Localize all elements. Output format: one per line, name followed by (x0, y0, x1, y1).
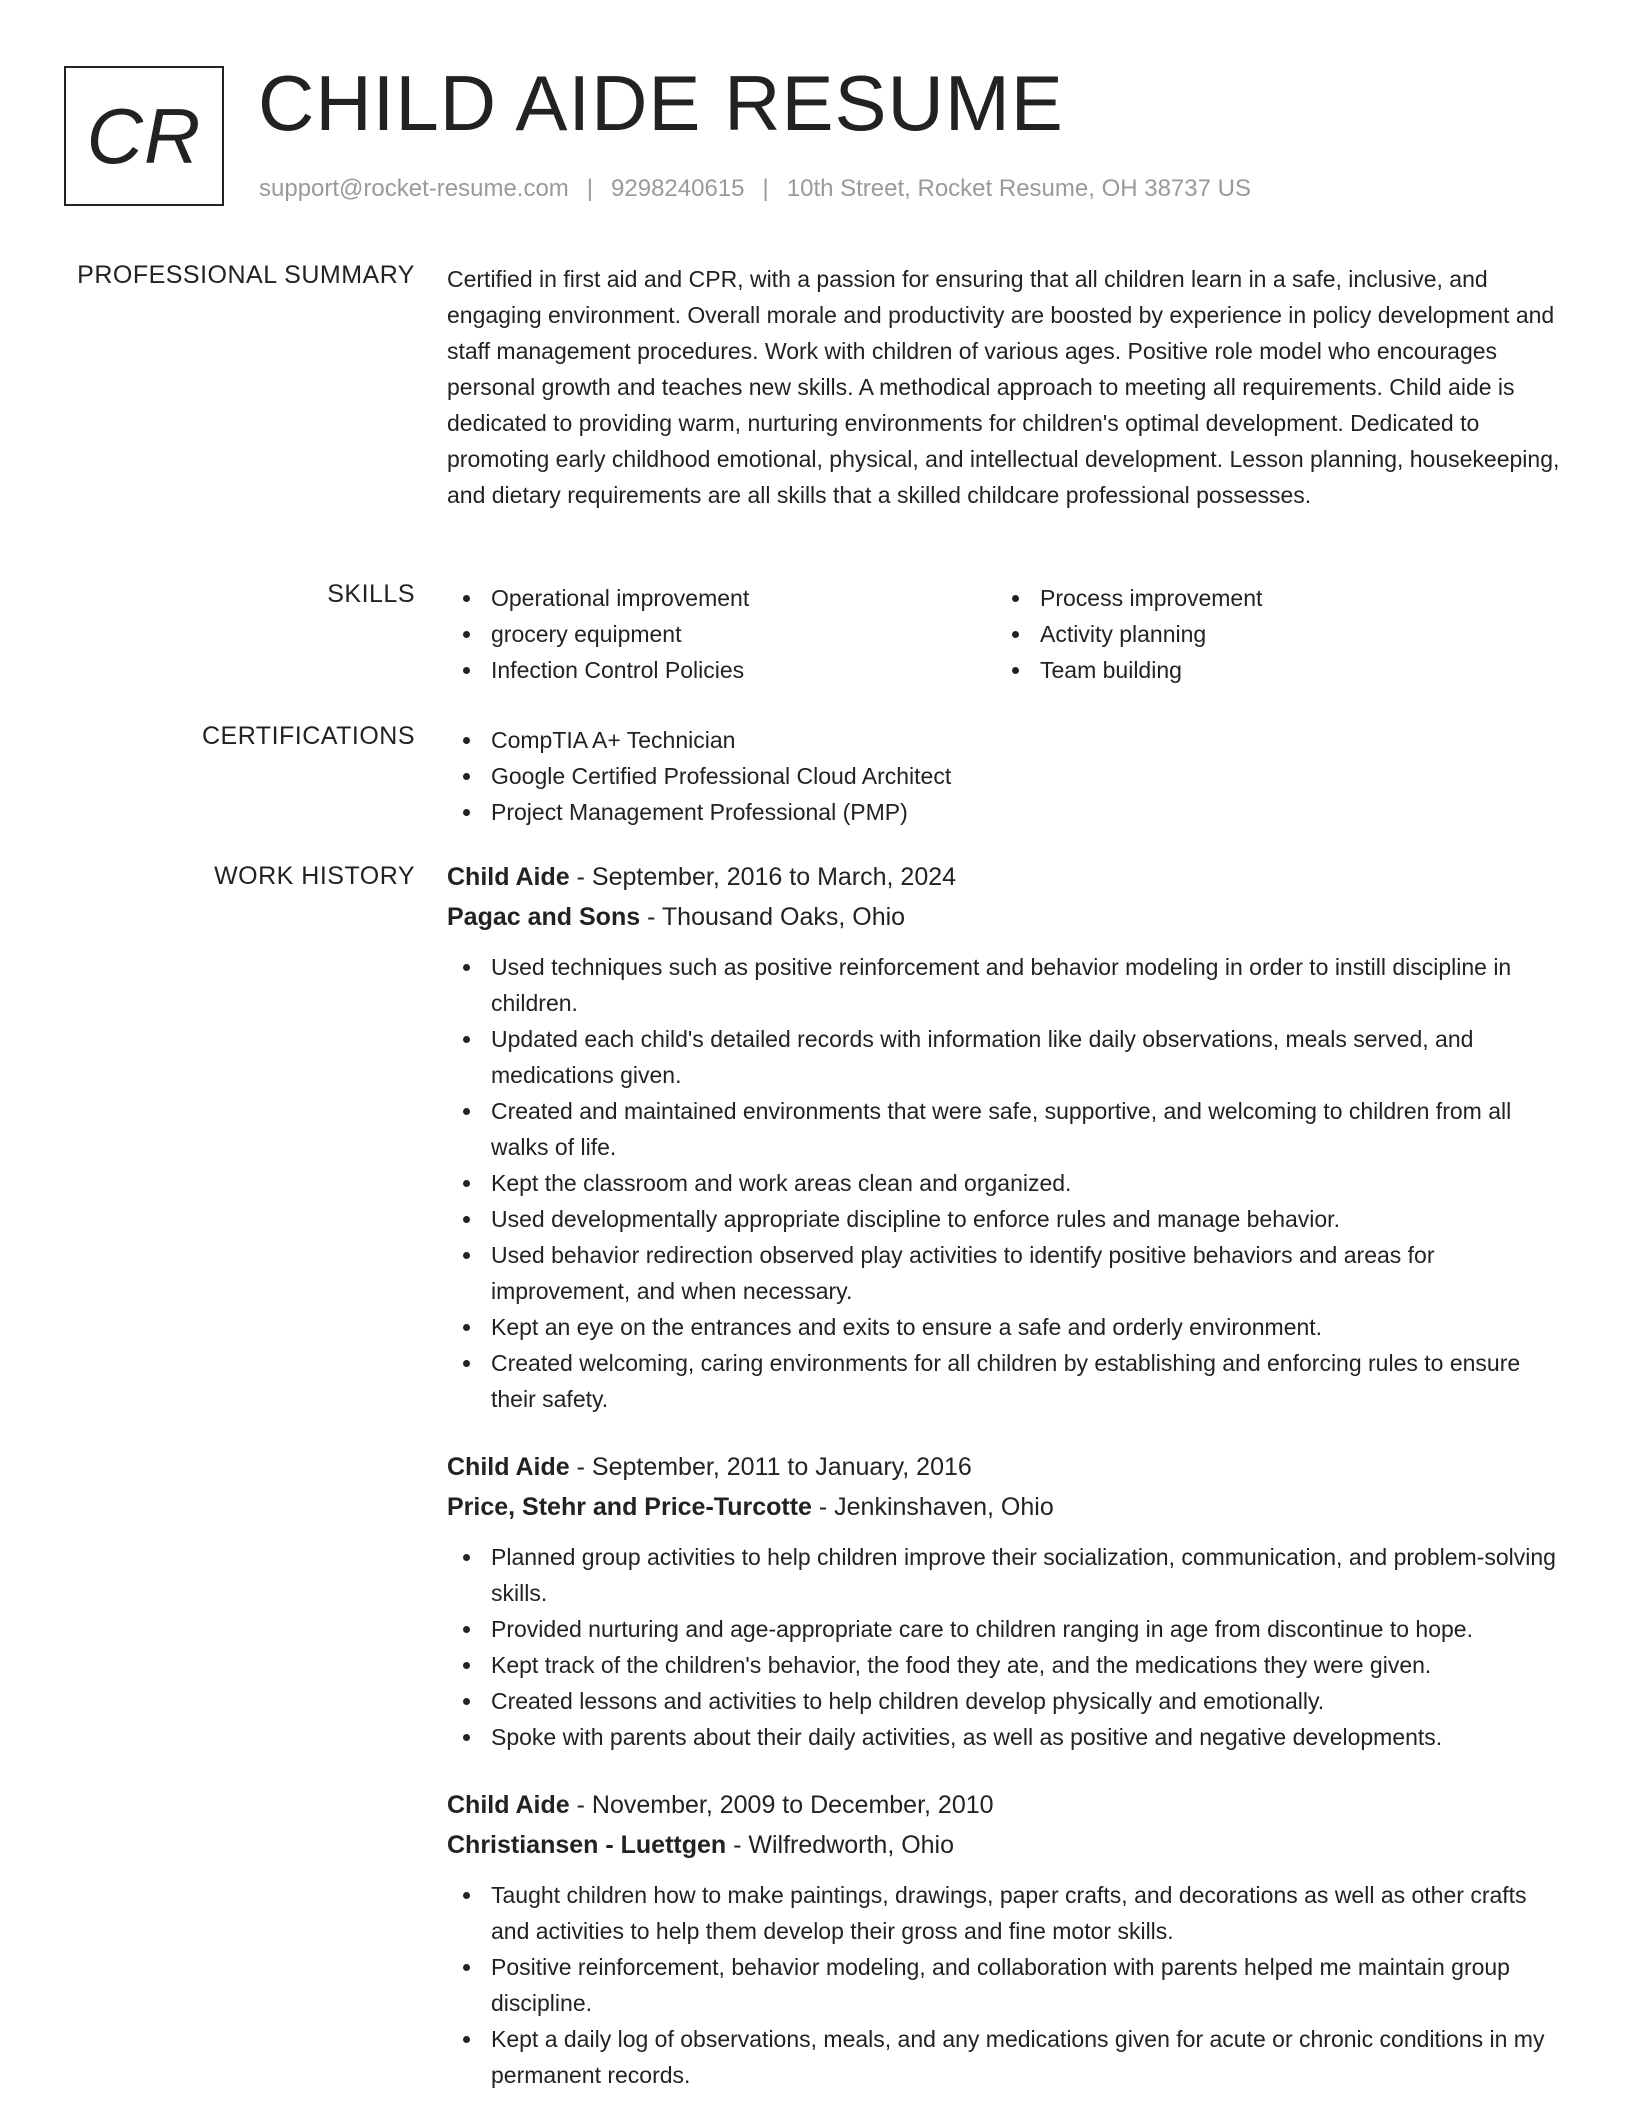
certifications-body (447, 722, 1567, 830)
job-dates: - September, 2011 to January, 2016 (569, 1453, 972, 1481)
job-duty: Provided nurturing and age-appropriate care to children ranging in age from discontinue to hope. (447, 1611, 1567, 1647)
job-title-line (447, 1447, 1567, 1487)
certifications-label: CERTIFICATIONS (201, 722, 415, 750)
job-employer-line (447, 897, 1567, 937)
job-entry (447, 1447, 1567, 1755)
certification-item: Project Management Professional (PMP) (447, 794, 1567, 830)
job-dates: - November, 2009 to December, 2010 (569, 1791, 994, 1819)
work-history-label: WORK HISTORY (214, 862, 415, 890)
job-location: - Wilfredworth, Ohio (726, 1831, 955, 1859)
contact-phone: 9298240615 (611, 175, 745, 202)
job-duties-list (447, 1877, 1567, 2093)
job-title-line (447, 857, 1567, 897)
skill-item: grocery equipment (447, 616, 996, 652)
job-title: Child Aide (447, 1453, 570, 1481)
monogram-logo: CR (64, 66, 224, 206)
certifications-list (447, 722, 1567, 830)
job-duty: Created and maintained environments that were safe, supportive, and welcoming to children from all walks of life. (447, 1093, 1567, 1165)
skill-item: Process improvement (996, 580, 1545, 616)
summary-label: PROFESSIONAL SUMMARY (77, 261, 415, 289)
job-employer: Pagac and Sons (447, 903, 641, 931)
job-title: Child Aide (447, 863, 570, 891)
job-location: - Jenkinshaven, Ohio (811, 1493, 1054, 1521)
skill-item: Team building (996, 652, 1545, 688)
job-duty: Spoke with parents about their daily activities, as well as positive and negative developments. (447, 1719, 1567, 1755)
job-duty: Kept an eye on the entrances and exits to ensure a safe and orderly environment. (447, 1309, 1567, 1345)
job-dates: - September, 2016 to March, 2024 (569, 863, 957, 891)
contact-separator: | (762, 175, 769, 202)
certification-item: CompTIA A+ Technician (447, 722, 1567, 758)
job-title: Child Aide (447, 1791, 570, 1819)
job-duty: Used behavior redirection observed play activities to identify positive behaviors and areas for improvement, and when necessary. (447, 1237, 1567, 1309)
skills-column-1 (447, 580, 996, 688)
skill-item: Activity planning (996, 616, 1545, 652)
job-location: - Thousand Oaks, Ohio (640, 903, 906, 931)
skill-item: Operational improvement (447, 580, 996, 616)
job-duty: Kept the classroom and work areas clean and organized. (447, 1165, 1567, 1201)
job-title-line (447, 1785, 1567, 1825)
job-duties-list (447, 1539, 1567, 1755)
job-duty: Planned group activities to help children improve their socialization, communication, and problem-solving skills. (447, 1539, 1567, 1611)
job-duty: Positive reinforcement, behavior modeling, and collaboration with parents helped me maintain group discipline. (447, 1949, 1567, 2021)
job-duty: Kept track of the children's behavior, the food they ate, and the medications they were given. (447, 1647, 1567, 1683)
job-duty: Kept a daily log of observations, meals, and any medications given for acute or chronic conditions in my permanent records. (447, 2021, 1567, 2093)
contact-separator: | (586, 175, 594, 202)
certification-item: Google Certified Professional Cloud Architect (447, 758, 1567, 794)
job-employer: Christiansen - Luettgen (447, 1831, 727, 1859)
job-duty: Taught children how to make paintings, drawings, paper crafts, and decorations as well as other crafts and activities to help them develop their gross and fine motor skills. (447, 1877, 1567, 1949)
job-duty: Updated each child's detailed records with information like daily observations, meals served, and medications given. (447, 1021, 1567, 1093)
summary-body (447, 261, 1567, 513)
summary-text: Certified in first aid and CPR, with a passion for ensuring that all children learn in a safe, inclusive, and engaging environment. Overall morale and productivity are boosted by experience in policy development and staff management procedures. Work with children of various ages. Positive role model who encourages personal growth and teaches new skills. A methodical approach to meeting all requirements. Child aide is dedicated to providing warm, nurturing environments for children's optimal development. Dedicated to promoting early childhood emotional, physical, and intellectual development. Lesson planning, housekeeping, and dietary requirements are all skills that a skilled childcare professional possesses. (447, 266, 1560, 508)
job-duty: Used techniques such as positive reinforcement and behavior modeling in order to instill discipline in children. (447, 949, 1567, 1021)
job-duty: Used developmentally appropriate discipline to enforce rules and manage behavior. (447, 1201, 1567, 1237)
job-employer: Price, Stehr and Price-Turcotte (447, 1493, 812, 1521)
contact-email: support@rocket-resume.com (259, 175, 569, 202)
skills-body (447, 580, 1567, 688)
skills-label: SKILLS (327, 580, 415, 608)
skill-item: Infection Control Policies (447, 652, 996, 688)
job-employer-line (447, 1825, 1567, 1865)
skills-column-2 (996, 580, 1545, 688)
job-duty: Created lessons and activities to help children develop physically and emotionally. (447, 1683, 1567, 1719)
job-duty: Created welcoming, caring environments for all children by establishing and enforcing rules to ensure their safety. (447, 1345, 1567, 1417)
job-entry (447, 857, 1567, 1417)
resume-title: CHILD AIDE RESUME (258, 59, 1064, 147)
contact-line (259, 175, 1251, 203)
job-duties-list (447, 949, 1567, 1417)
work-history-body (447, 857, 1567, 2123)
skills-grid (447, 580, 1567, 688)
job-employer-line (447, 1487, 1567, 1527)
job-entry (447, 1785, 1567, 2093)
contact-address: 10th Street, Rocket Resume, OH 38737 US (786, 175, 1251, 202)
